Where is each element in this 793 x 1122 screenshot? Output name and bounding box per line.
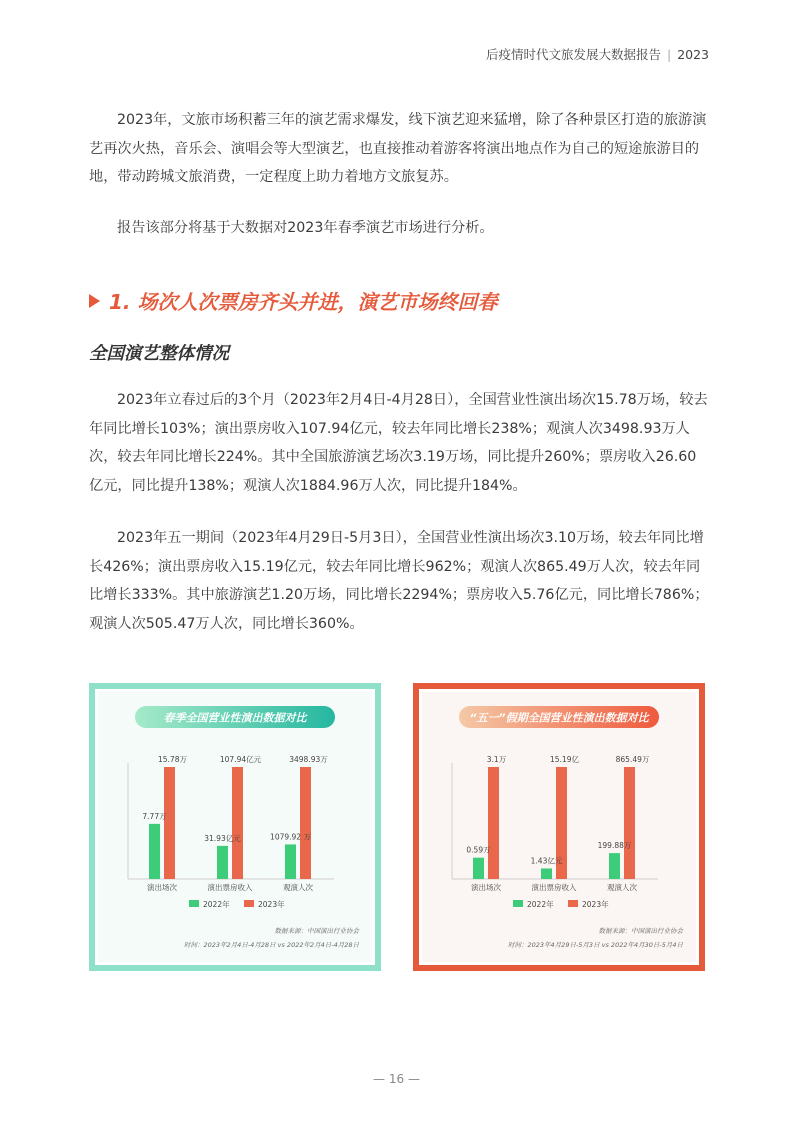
data-label-2022: 31.93亿元 [204,833,241,843]
legend-label-2023: 2023年 [582,900,609,909]
data-label-2022: 199.88万 [597,841,632,851]
category-label: 演出场次 [147,883,177,892]
page-number: — 16 — [373,1072,420,1086]
chart-period: 时间：2023年4月29日-5月3日 vs 2022年4月30日-5月4日 [508,941,683,949]
triangle-bullet-icon [89,294,100,308]
data-label-2023: 15.19亿 [550,755,579,764]
section-title-text: 1. 场次人次票房齐头并进，演艺市场终回春 [109,290,498,314]
chart-card-mayday [413,683,705,971]
subsection-title: 全国演艺整体情况 [89,344,229,364]
bar-2022 [285,844,296,879]
intro-paragraph: 2023年，文旅市场积蓄三年的演艺需求爆发，线下演艺迎来猛增，除了各种景区打造的旅游演艺再次火热，音乐会、演唱会等大型演艺，也直接推动着游客将演出地点作为自己的短途旅游目的地，带动跨城文旅消费，一定程度上助力着地方文旅复苏。 [89,112,707,185]
header-title: 后疫情时代文旅发展大数据报告 [485,47,661,62]
bar-2022 [473,858,484,879]
bar-2022 [609,853,620,879]
header-year: 2023 [677,47,709,62]
chart-source: 数据来源：中国演出行业协会 [598,927,683,935]
chart-title: “五一”假期全国营业性演出数据对比 [469,711,649,725]
data-label-2023: 3.1万 [486,755,507,764]
bar-2022 [541,868,552,879]
category-label: 观演人次 [607,883,637,892]
category-label: 演出票房收入 [531,883,577,892]
chart-title: 春季全国营业性演出数据对比 [163,711,307,725]
data-label-2023: 3498.93万 [289,755,328,764]
chart-card-spring [89,683,381,971]
legend-label-2023: 2023年 [258,900,285,909]
chart-source: 数据来源：中国演出行业协会 [274,927,359,935]
legend-swatch-2023 [244,900,254,907]
bar-2023 [624,767,635,879]
legend-swatch-2022 [513,900,523,907]
bar-2022 [217,846,228,879]
data-label-2023: 107.94亿元 [219,755,262,764]
header-separator: | [666,47,672,62]
data-label-2023: 15.78万 [158,755,187,764]
spring-paragraph: 2023年立春过后的3个月（2023年2月4日-4月28日），全国营业性演出场次15.78万场，较去年同比增长103%；演出票房收入107.94亿元，较去年同比增长238%；观演人次3498.93万人次，较去年同比增长224%。其中全国旅游演艺场次3.19万场，同比提升260%；票房收入26.60亿元，同比提升138%；观演人次1884.96万人次，同比提升184%。 [89,392,708,494]
category-label: 演出票房收入 [207,883,253,892]
legend-label-2022: 2022年 [203,900,230,909]
page-header [486,45,709,63]
bar-2022 [149,824,160,879]
section-title [89,286,497,315]
data-label-2022: 1.43亿元 [530,856,563,866]
chart-period: 时间：2023年2月4日-4月28日 vs 2022年2月4日-4月28日 [184,941,359,949]
category-label: 演出场次 [471,883,501,892]
mayday-chart [413,683,705,971]
mayday-paragraph: 2023年五一期间（2023年4月29日-5月3日），全国营业性演出场次3.10万场，较去年同比增长426%；演出票房收入15.19亿元，较去年同比增长962%；观演人次865.49万人次，较去年同比增长333%。其中旅游演艺1.20万场，同比增长2294%；票房收入5.76亿元，同比增长786%；观演人次505.47万人次，同比增长360%。 [89,530,709,632]
data-label-2022: 7.77万 [142,811,167,821]
data-label-2023: 865.49万 [615,755,650,764]
spring-chart [89,683,381,971]
data-label-2022: 1079.92 万 [270,832,311,842]
bar-2023 [488,767,499,879]
category-label: 观演人次 [283,883,313,892]
legend-swatch-2022 [189,900,199,907]
legend-swatch-2023 [568,900,578,907]
bar-2023 [232,767,243,879]
legend-label-2022: 2022年 [527,900,554,909]
bar-2023 [300,767,311,879]
bar-2023 [164,767,175,879]
lead-paragraph: 报告该部分将基于大数据对2023年春季演艺市场进行分析。 [117,220,494,236]
data-label-2022: 0.59万 [466,845,491,855]
